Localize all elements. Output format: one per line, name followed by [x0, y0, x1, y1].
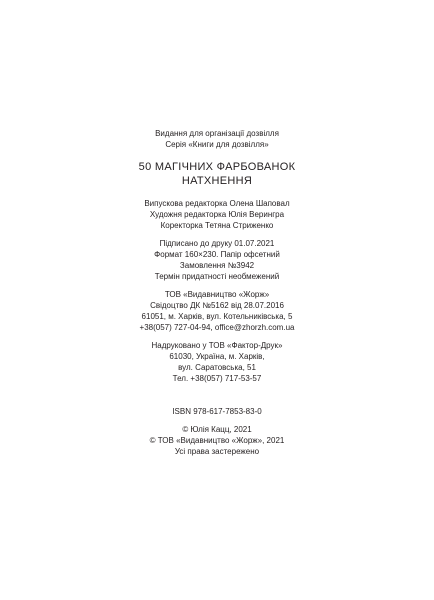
proofreader: Коректорка Тетяна Стриженко: [160, 221, 274, 230]
printer-address-street: вул. Саратовська, 51: [178, 363, 256, 372]
publisher-contacts: +38(057) 727-04-94, office@zhorzh.com.ua: [139, 323, 295, 332]
copyright-publisher: © ТОВ «Видавництво «Жорж», 2021: [149, 436, 285, 445]
printer-phone: Тел. +38(057) 717-53-57: [172, 374, 262, 383]
shelf-life: Термін придатності необмежений: [154, 272, 280, 281]
book-subtitle: НАТХНЕННЯ: [181, 175, 253, 187]
order-number: Замовлення №3942: [179, 261, 255, 270]
printer-name: Надруковано у ТОВ «Фактор-Друк»: [151, 341, 283, 350]
spacer: [0, 417, 434, 424]
publisher-address: 61051, м. Харків, вул. Котельниківська, 5: [141, 312, 293, 321]
spacer: [0, 333, 434, 340]
signed-to-print: Підписано до друку 01.07.2021: [159, 239, 275, 248]
spacer: [0, 150, 434, 160]
publisher-name: ТОВ «Видавництво «Жорж»: [164, 290, 270, 299]
spacer: [0, 231, 434, 238]
copyright-author: © Юлія Кацц, 2021: [182, 425, 252, 434]
isbn: ISBN 978-617-7853-83-0: [172, 407, 262, 416]
colophon-block: [0, 128, 434, 457]
paper-format: Формат 160×230. Папір офсетний: [154, 250, 280, 259]
edition-type: Видання для організації дозвілля: [155, 129, 279, 138]
publisher-certificate: Свідоцтво ДК №5162 від 28.07.2016: [150, 301, 284, 310]
spacer: [0, 188, 434, 198]
rights-reserved: Усі права застережено: [174, 447, 260, 456]
spacer: [0, 384, 434, 406]
series-name: Серія «Книги для дозвілля»: [165, 140, 269, 149]
art-editor: Художня редакторка Юлія Верингра: [149, 210, 285, 219]
book-title: 50 МАГІЧНИХ ФАРБОВАНОК: [138, 161, 296, 173]
managing-editor: Випускова редакторка Олена Шаповал: [144, 199, 290, 208]
spacer: [0, 282, 434, 289]
printer-address-city: 61030, Україна, м. Харків,: [169, 352, 265, 361]
